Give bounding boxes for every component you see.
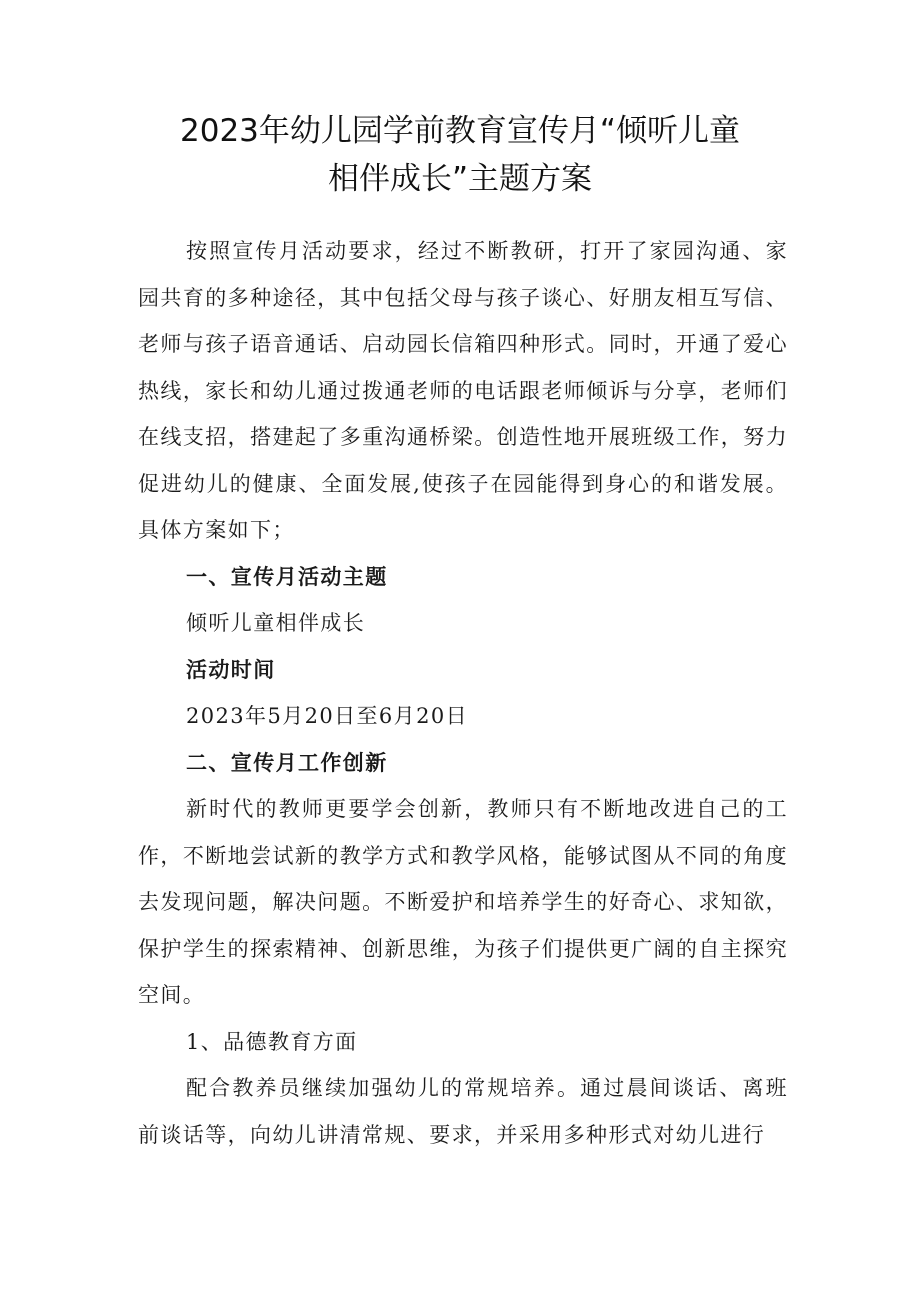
time-heading: 活动时间 — [186, 657, 276, 682]
document-title-line-2: 相伴成长”主题方案 — [327, 161, 593, 197]
moral-education-paragraph: 配合教养员继续加强幼儿的常规培养。通过晨间谈话、离班前谈话等，向幼儿讲清常规、要求，并采用多种形式对幼儿进行 — [138, 1076, 788, 1147]
theme-text: 倾听儿童相伴成长 — [186, 611, 366, 635]
document-title-line-1: 2023年幼儿园学前教育宣传月“倾听儿童 — [180, 113, 740, 149]
section-2-heading: 二、宣传月工作创新 — [186, 750, 388, 775]
time-value: 2023年5月20日至6月20日 — [186, 704, 469, 728]
section-1-heading: 一、宣传月活动主题 — [186, 564, 388, 589]
document-body — [138, 228, 788, 1158]
innovation-paragraph: 新时代的教师更要学会创新，教师只有不断地改进自己的工作，不断地尝试新的教学方式和教学风格，能够试图从不同的角度去发现问题，解决问题。不断爱护和培养学生的好奇心、求知欲，保护学生的探索精神、创新思维，为孩子们提供更广阔的自主探究空间。 — [138, 797, 788, 1007]
intro-paragraph: 按照宣传月活动要求，经过不断教研，打开了家园沟通、家园共育的多种途径，其中包括父母与孩子谈心、好朋友相互写信、老师与孩子语音通话、启动园长信箱四种形式。同时，开通了爱心热线，家长和幼儿通过拨通老师的电话跟老师倾诉与分享，老师们在线支招，搭建起了多重沟通桥梁。创造性地开展班级工作，努力促进幼儿的健康、全面发展,使孩子在园能得到身心的和谐发展。具体方案如下； — [138, 239, 788, 542]
subsection-1-heading: 1、品德教育方面 — [186, 1029, 358, 1054]
